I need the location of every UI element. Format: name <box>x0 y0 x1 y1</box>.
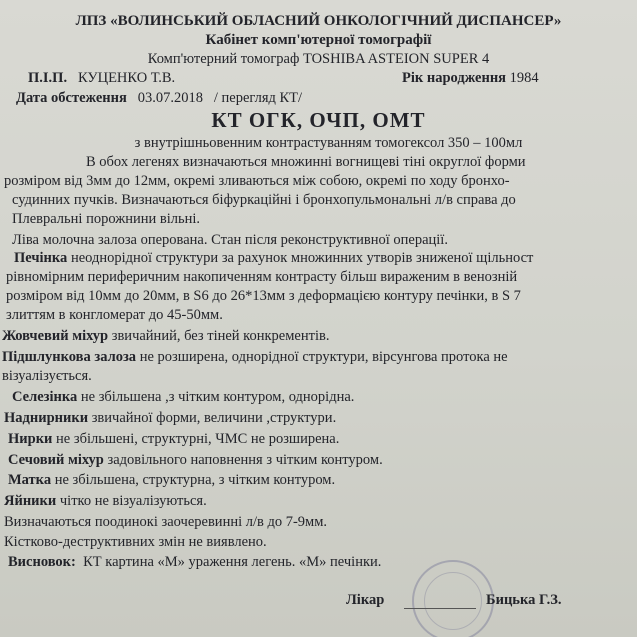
pleura-text: Плевральні порожнини вільні. <box>12 211 201 227</box>
exam-title: КТ ОГК, ОЧП, ОМТ <box>211 108 426 132</box>
lungs-text-2: розміром від 3мм до 12мм, окремі зливаються між собою, окремі по ходу бронхо- <box>4 173 510 189</box>
bladder-line <box>8 451 383 469</box>
liver-text-3: розміром від 10мм до 20мм, в S6 до 26*13мм з деформацією контуру печінки, в S 7 <box>6 288 521 304</box>
adrenals-line <box>4 409 336 427</box>
department-name: Кабінет комп'ютерної томографії <box>205 32 432 48</box>
conclusion-line <box>8 553 381 571</box>
birth-year-value: 1984 <box>509 70 539 86</box>
patient-name-label: П.І.П. <box>28 70 68 86</box>
liver-text-4: злиттям в конгломерат до 45-50мм. <box>6 307 223 323</box>
bladder-text: задовільного наповнення з чітким контуром. <box>107 452 383 468</box>
gallbladder-line <box>2 327 329 345</box>
liver-label: Печінка <box>14 250 68 266</box>
conclusion-text: КТ картина «М» ураження легень. «М» печінки. <box>83 554 382 570</box>
ovaries-label: Яйники <box>4 493 57 509</box>
lymph-text: Визначаються поодинокі заочеревинні л/в до 7-9мм. <box>4 514 328 530</box>
adrenals-label: Наднирники <box>4 410 89 426</box>
liver-text-2: рівномірним периферичним накопиченням контрасту більш вираженим в венозній <box>6 269 518 285</box>
contrast-info: з внутрішньовенним контрастуванням томогексол 350 – 100мл <box>134 135 523 151</box>
stamp-icon <box>412 560 494 637</box>
institution-name: ЛПЗ «ВОЛИНСЬКИЙ ОБЛАСНИЙ ОНКОЛОГІЧНИЙ ДИСПАНСЕР» <box>75 13 562 29</box>
kidneys-label: Нирки <box>8 431 53 447</box>
spleen-line <box>12 388 354 406</box>
pancreas-label: Підшлункова залоза <box>2 349 137 365</box>
scanner-model: Комп'ютерний томограф TOSHIBA ASTEION SUPER 4 <box>147 51 490 67</box>
kidneys-line <box>8 430 339 448</box>
conclusion-label: Висновок: <box>8 554 76 570</box>
uterus-label: Матка <box>8 472 52 488</box>
liver-line-1 <box>14 249 533 267</box>
bones-text: Кістково-деструктивних змін не виявлено. <box>4 534 267 550</box>
spleen-label: Селезінка <box>12 389 78 405</box>
bladder-label: Сечовий міхур <box>8 452 104 468</box>
review-note: / перегляд КТ/ <box>213 90 303 106</box>
lungs-text-3: судинних пучків. Визначаються біфуркаційні і бронхопульмональні л/в справа до <box>12 192 516 208</box>
birth-year <box>402 69 539 87</box>
pancreas-text-1: не розширена, однорідної структури, вірсунгова протока не <box>139 349 508 365</box>
uterus-text: не збільшена, структурна, з чітким контуром. <box>54 472 336 488</box>
exam-date <box>16 89 302 107</box>
gallbladder-text: звичайний, без тіней конкрементів. <box>111 328 330 344</box>
pancreas-text-2: візуалізується. <box>2 368 92 384</box>
lungs-text-1: В обох легенях визначаються множинні вогнищеві тіні округлої форми <box>86 154 526 170</box>
kidneys-text: не збільшені, структурні, ЧМС не розширена. <box>56 431 340 447</box>
patient-name <box>28 69 175 87</box>
uterus-line <box>8 471 335 489</box>
patient-name-value: КУЦЕНКО Т.В. <box>77 70 176 86</box>
doctor-label: Лікар <box>346 592 385 608</box>
exam-date-label: Дата обстеження <box>16 90 127 106</box>
liver-text-1: неоднорідної структури за рахунок множинних утворів зниженої щільност <box>70 250 534 266</box>
pancreas-line-1 <box>2 348 508 366</box>
ovaries-line <box>4 492 207 510</box>
adrenals-text: звичайної форми, величини ,структури. <box>91 410 337 426</box>
birth-year-label: Рік народження <box>402 70 507 86</box>
signature-line <box>404 608 476 609</box>
breast-text: Ліва молочна залоза оперована. Стан після реконструктивної операції. <box>12 232 448 248</box>
doctor-name: Бицька Г.З. <box>486 592 562 608</box>
spleen-text: не збільшена ,з чітким контуром, однорідна. <box>80 389 355 405</box>
gallbladder-label: Жовчевий міхур <box>2 328 109 344</box>
doctor-line <box>346 591 384 609</box>
exam-date-value: 03.07.2018 <box>137 90 203 106</box>
ovaries-text: чітко не візуалізуються. <box>59 493 207 509</box>
